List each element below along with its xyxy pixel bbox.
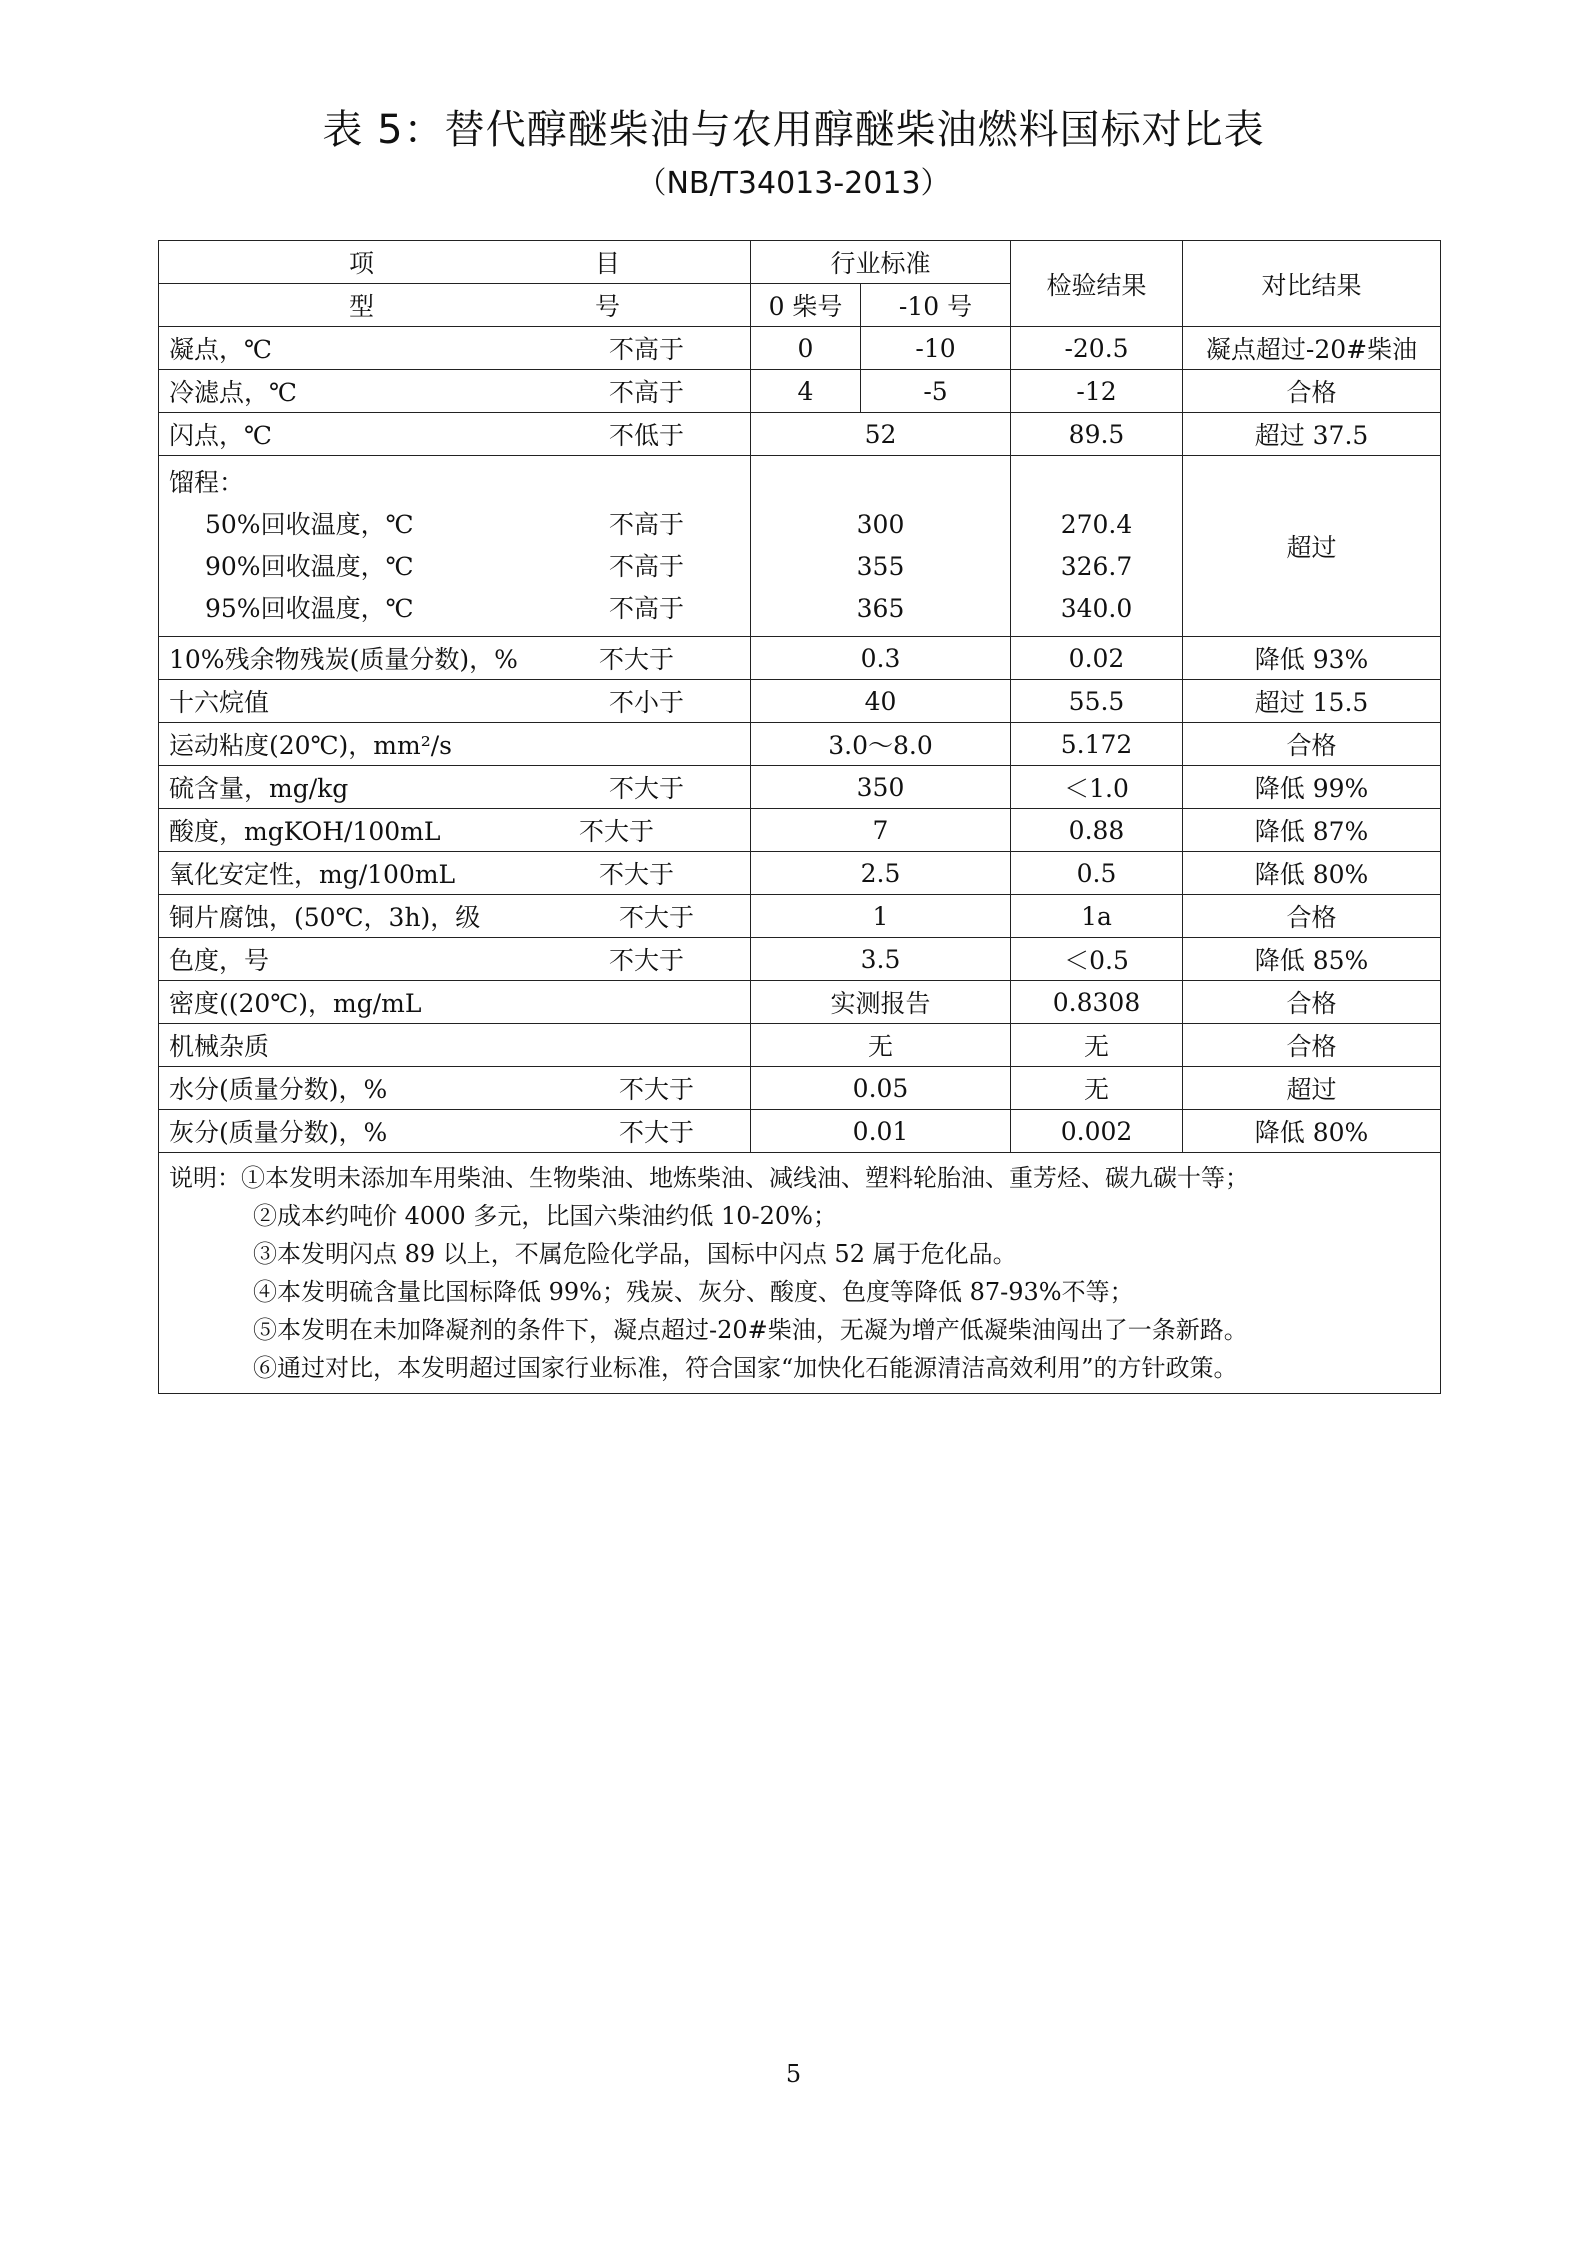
cell-text [169,546,740,588]
cell-text: 不大于 [579,817,655,846]
table-row [159,981,1441,1024]
cell-text: 酸度，mgKOH/100mL [169,817,441,846]
cell-text [761,462,1000,504]
table-cell: 0.02 [1011,637,1183,680]
table-cell: 0.8308 [1011,981,1183,1024]
row-compare: 凝点超过-20#柴油 [1183,327,1441,370]
table-cell: 降低 80% [1183,852,1441,895]
distillation-test [1011,456,1183,637]
cell-text: 270.4 [1060,510,1133,539]
header-compare-result: 对比结果 [1183,241,1441,327]
header-model [159,284,751,327]
page-number: 5 [785,2060,802,2088]
table-row [159,327,1441,370]
notes-cell [159,1153,1441,1394]
cell-text: 不小于 [609,688,685,717]
table-row [159,370,1441,413]
cell-text: 10%残余物残炭(质量分数)，% [169,645,518,674]
table-cell: 无 [1011,1024,1183,1067]
cell-text: 氧化安定性，mg/100mL [169,860,456,889]
table-cell: 无 [1011,1067,1183,1110]
note-line: ②成本约吨价 4000 多元，比国六柴油约低 10-20%； [253,1202,837,1230]
table-cell: 0.3 [751,637,1011,680]
table-cell: 降低 87% [1183,809,1441,852]
table-cell [159,1110,751,1153]
table-cell: 40 [751,680,1011,723]
table-cell: 合格 [1183,1024,1441,1067]
cell-text: 326.7 [1060,552,1133,581]
header-row-1 [159,241,1441,284]
cell-text: 灰分(质量分数)，% [169,1118,388,1147]
cell-text: 闪点，℃ [169,421,272,450]
table-cell [159,723,751,766]
row-std-minus10: -5 [861,370,1011,413]
table-row [159,1110,1441,1153]
table-cell: 2.5 [751,852,1011,895]
table-cell [159,1024,751,1067]
table-row [159,895,1441,938]
header-test-result: 检验结果 [1011,241,1183,327]
cell-text: 365 [856,594,905,623]
cell-text: 不大于 [609,946,685,975]
cell-text: 十六烷值 [169,688,270,717]
cell-text [169,504,740,546]
note-line: ④本发明硫含量比国标降低 99%；残炭、灰分、酸度、色度等降低 87-93%不等； [253,1278,1134,1306]
distillation-row [159,456,1441,637]
row-std-0: 4 [751,370,861,413]
cell-text: 机械杂质 [169,1032,270,1061]
table-cell [159,809,751,852]
distillation-std [751,456,1011,637]
table-row [159,766,1441,809]
cell-text [169,588,740,630]
note-line: ⑥通过对比，本发明超过国家行业标准，符合国家“加快化石能源清洁高效利用”的方针政策。 [253,1354,1238,1382]
cell-text: 90%回收温度，℃ [205,552,414,581]
table-cell: 降低 99% [1183,766,1441,809]
cell-text: 铜片腐蚀，(50℃，3h)，级 [169,903,481,932]
table-cell [159,895,751,938]
table-cell: 350 [751,766,1011,809]
row-std: 52 [751,413,1011,456]
table-cell [159,766,751,809]
table-cell: 0.5 [1011,852,1183,895]
cell-text: 不大于 [619,1118,695,1147]
table-row [159,1067,1441,1110]
row-std-minus10: -10 [861,327,1011,370]
notes-row [159,1153,1441,1394]
distillation-items [159,456,751,637]
table-cell: 无 [751,1024,1011,1067]
cell-text: 项 [349,249,375,278]
cell-text: 不低于 [609,421,685,450]
cell-text: 300 [856,510,905,539]
cell-text: 运动粘度(20℃)，mm²/s [169,731,452,760]
cell-text: 不高于 [609,510,685,539]
cell-text: 不高于 [609,552,685,581]
cell-text: 不大于 [609,774,685,803]
table-cell: 7 [751,809,1011,852]
cell-text: 不大于 [619,903,695,932]
cell-text: 号 [594,292,620,321]
header-industry-standard: 行业标准 [751,241,1011,284]
table-cell: 3.5 [751,938,1011,981]
cell-text: 不大于 [599,860,675,889]
cell-text: 不高于 [609,335,685,364]
table-cell: 0.05 [751,1067,1011,1110]
table-row [159,680,1441,723]
table-cell: 5.172 [1011,723,1183,766]
table-row [159,938,1441,981]
cell-text: 不高于 [609,378,685,407]
table-cell [159,981,751,1024]
page-subtitle: （NB/T34013-2013） [636,166,951,201]
page-title: 表 5：替代醇醚柴油与农用醇醚柴油燃料国标对比表 [322,107,1265,153]
header-grade-minus10: -10 号 [861,284,1011,327]
note-line: 说明：①本发明未添加车用柴油、生物柴油、地炼柴油、减线油、塑料轮胎油、重芳烃、碳九碳十等； [169,1164,1249,1192]
table-row [159,1024,1441,1067]
table-cell [159,1067,751,1110]
cell-text: 冷滤点，℃ [169,378,297,407]
table-cell: ＜1.0 [1011,766,1183,809]
cell-text: 水分(质量分数)，% [169,1075,388,1104]
table-cell [159,637,751,680]
row-test: -12 [1011,370,1183,413]
table-cell: 1a [1011,895,1183,938]
cell-text: 馏程： [169,468,245,497]
cell-text: 355 [856,552,905,581]
table-cell: 合格 [1183,723,1441,766]
row-compare: 超过 37.5 [1183,413,1441,456]
table-cell: 降低 93% [1183,637,1441,680]
cell-text: 340.0 [1060,594,1133,623]
cell-text: 不大于 [619,1075,695,1104]
row-compare: 合格 [1183,370,1441,413]
cell-text: 型 [349,292,375,321]
table-cell: ＜0.5 [1011,938,1183,981]
table-row [159,413,1441,456]
table-cell: 55.5 [1011,680,1183,723]
table-cell: 超过 [1183,1067,1441,1110]
row-item [159,370,751,413]
row-std-0: 0 [751,327,861,370]
table-row [159,852,1441,895]
table-cell [159,680,751,723]
note-line: ③本发明闪点 89 以上，不属危险化学品，国标中闪点 52 属于危化品。 [253,1240,1017,1268]
row-test: 89.5 [1011,413,1183,456]
cell-text: 95%回收温度，℃ [205,594,414,623]
cell-text: 不高于 [609,594,685,623]
table-row [159,637,1441,680]
table-cell: 超过 15.5 [1183,680,1441,723]
row-item [159,327,751,370]
cell-text: 色度，号 [169,946,270,975]
table-cell: 0.01 [751,1110,1011,1153]
cell-text: 50%回收温度，℃ [205,510,414,539]
table-row [159,809,1441,852]
cell-text: 凝点，℃ [169,335,272,364]
cell-text: 目 [594,249,620,278]
cell-text: 不大于 [599,645,675,674]
row-test: -20.5 [1011,327,1183,370]
cell-text: 密度((20℃)，mg/mL [169,989,422,1018]
table-cell [159,852,751,895]
comparison-table [158,240,1441,1394]
cell-text: 硫含量，mg/kg [169,774,349,803]
table-cell: 1 [751,895,1011,938]
table-cell [159,938,751,981]
table-cell: 实测报告 [751,981,1011,1024]
cell-text [1021,462,1172,504]
distillation-compare: 超过 [1183,456,1441,637]
table-cell: 降低 80% [1183,1110,1441,1153]
table-cell: 0.002 [1011,1110,1183,1153]
note-line: ⑤本发明在未加降凝剂的条件下，凝点超过-20#柴油，无凝为增产低凝柴油闯出了一条新路。 [253,1316,1248,1344]
table-cell: 合格 [1183,981,1441,1024]
table-row [159,723,1441,766]
header-item [159,241,751,284]
table-cell: 0.88 [1011,809,1183,852]
table-cell: 降低 85% [1183,938,1441,981]
table-cell: 3.0～8.0 [751,723,1011,766]
header-grade-0: 0 柴号 [751,284,861,327]
table-cell: 合格 [1183,895,1441,938]
row-item [159,413,751,456]
